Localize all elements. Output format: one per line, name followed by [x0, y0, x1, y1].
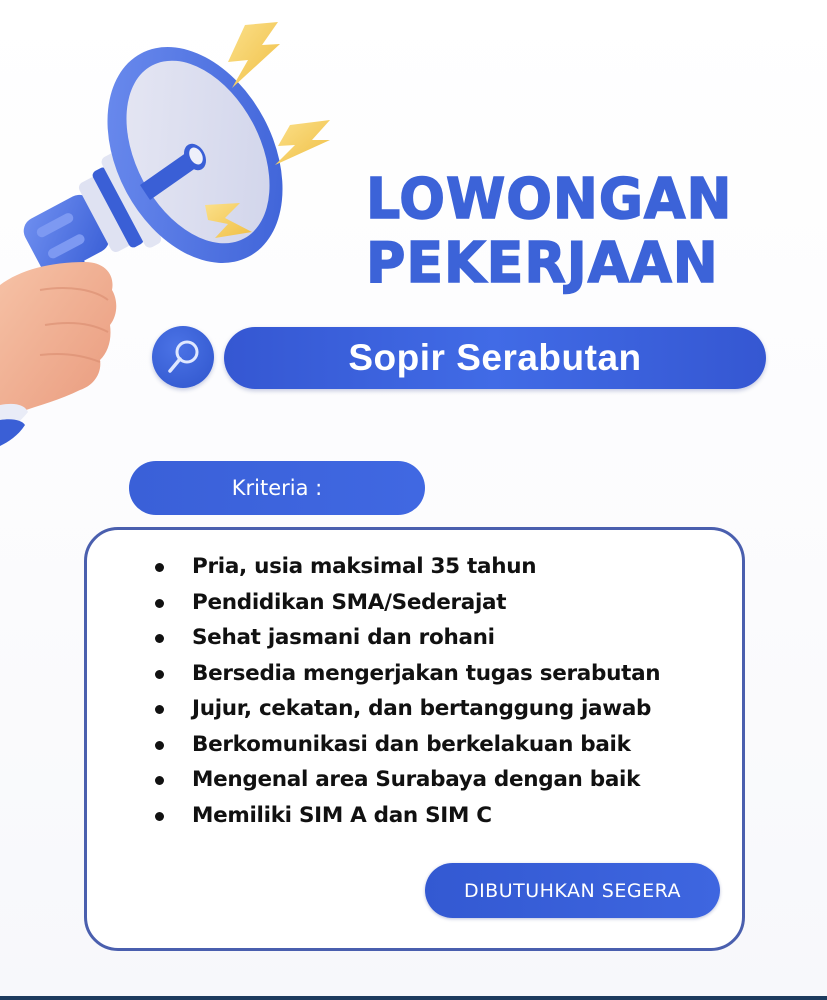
criteria-item: Berkomunikasi dan berkelakuan baik [155, 727, 660, 763]
bottom-divider [0, 996, 827, 1000]
search-badge [152, 326, 214, 388]
criteria-label: Kriteria : [231, 476, 323, 500]
bullet-icon [155, 741, 164, 750]
headline-line-1: LOWONGAN [366, 167, 733, 232]
headline [366, 168, 746, 296]
criteria-item: Jujur, cekatan, dan bertanggung jawab [155, 691, 660, 727]
criteria-item: Pendidikan SMA/Sederajat [155, 585, 660, 621]
criteria-list [155, 549, 660, 833]
bullet-icon [155, 705, 164, 714]
criteria-label-pill [129, 461, 425, 515]
urgent-needed-label: DIBUTUHKAN SEGERA [463, 879, 682, 902]
criteria-item: Memiliki SIM A dan SIM C [155, 798, 660, 834]
bullet-icon [155, 670, 164, 679]
criteria-item: Bersedia mengerjakan tugas serabutan [155, 656, 660, 692]
job-title-banner [224, 327, 766, 389]
criteria-item: Pria, usia maksimal 35 tahun [155, 549, 660, 585]
urgent-needed-badge [425, 863, 720, 918]
criteria-item: Sehat jasmani dan rohani [155, 620, 660, 656]
criteria-item: Mengenal area Surabaya dengan baik [155, 762, 660, 798]
bullet-icon [155, 563, 164, 572]
bullet-icon [155, 634, 164, 643]
headline-line-2: PEKERJAAN [366, 231, 719, 296]
search-icon [162, 336, 204, 378]
bullet-icon [155, 599, 164, 608]
bullet-icon [155, 812, 164, 821]
job-title: Sopir Serabutan [348, 337, 642, 378]
bullet-icon [155, 776, 164, 785]
